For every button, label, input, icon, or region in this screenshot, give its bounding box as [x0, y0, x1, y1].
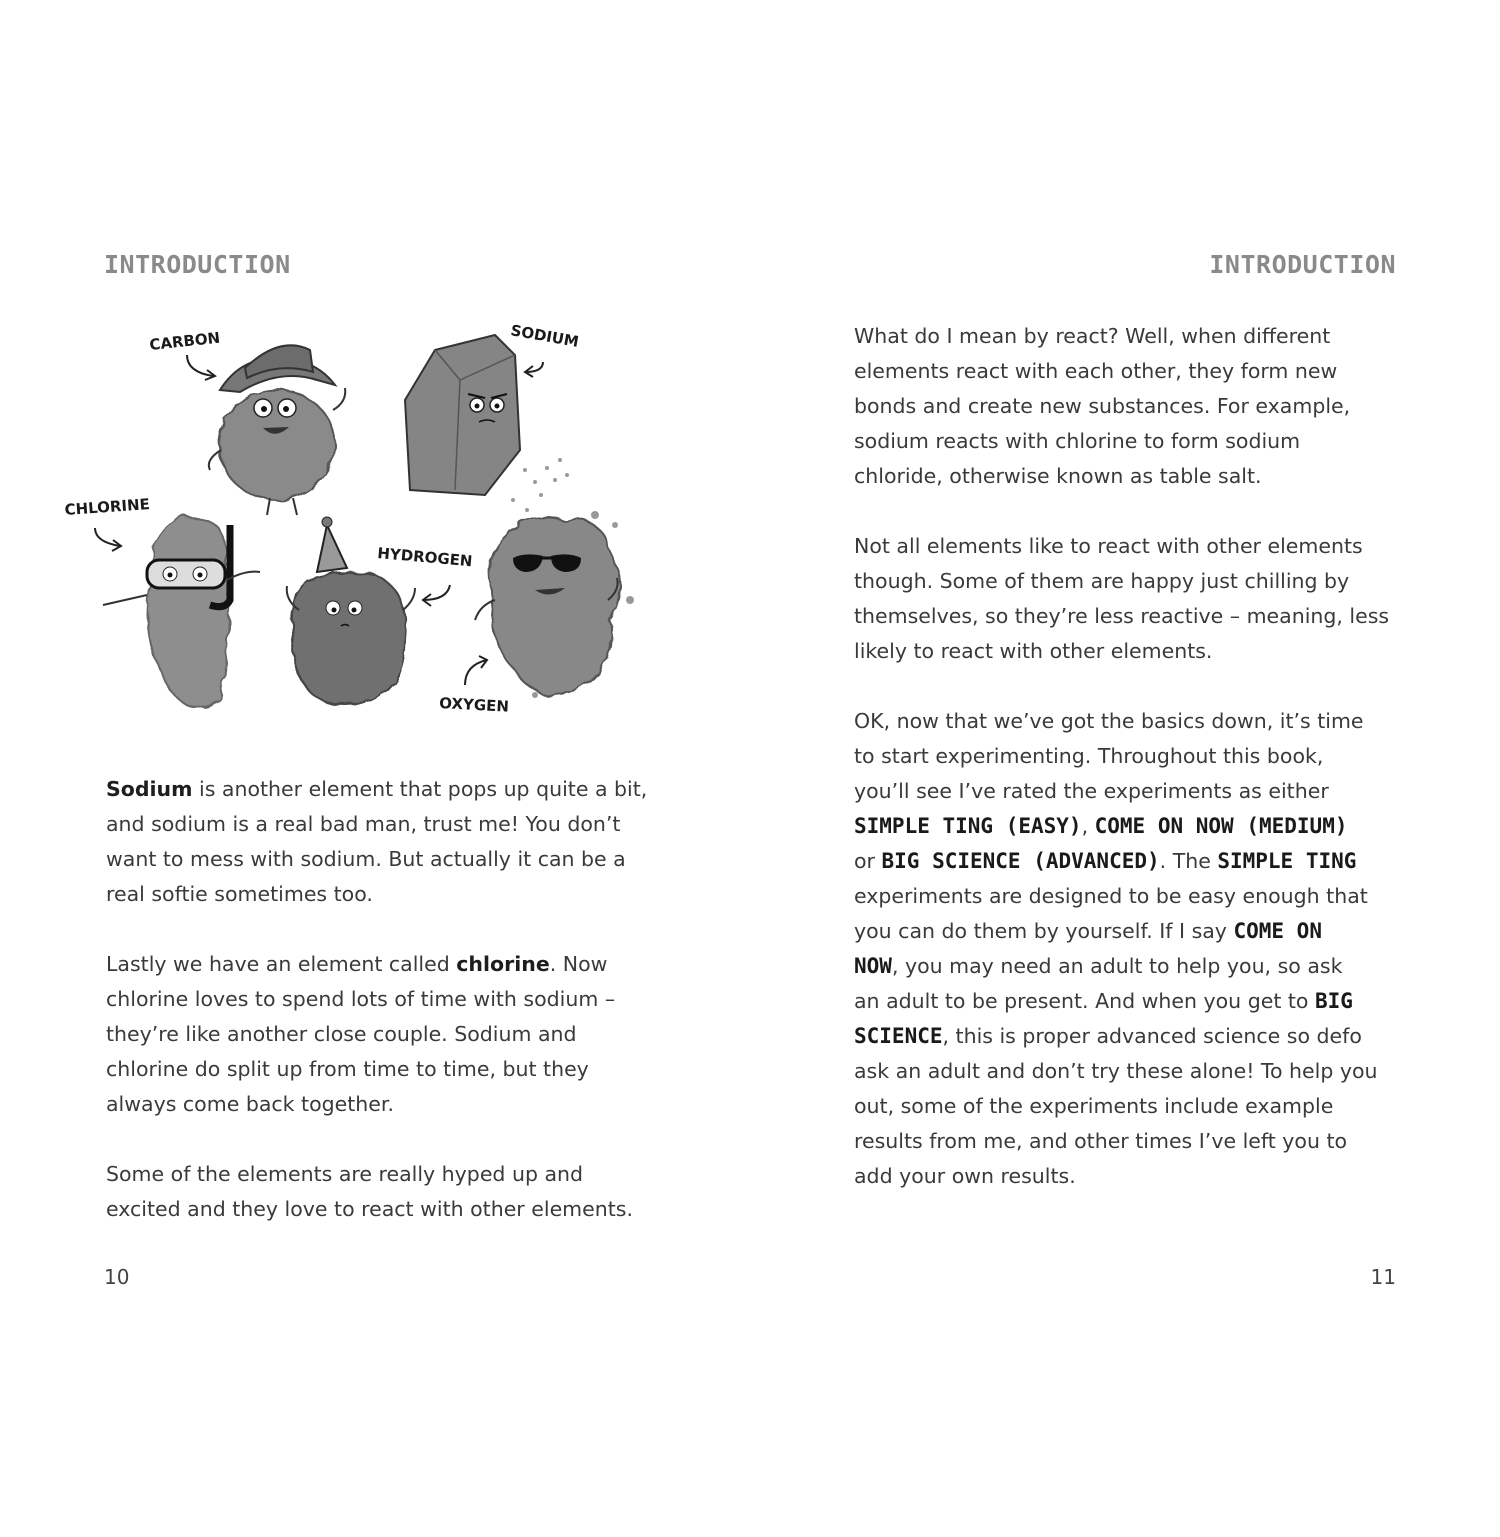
text-line: add your own results. — [854, 1164, 1076, 1188]
text-line: out, some of the experiments include example — [854, 1094, 1334, 1118]
text-line: Some of the elements are really hyped up and — [106, 1162, 584, 1186]
text-line: or — [854, 849, 882, 873]
level-advanced: BIG SCIENCE (ADVANCED) — [881, 849, 1160, 873]
level-medium: COME ON NOW (MEDIUM) — [1094, 814, 1348, 838]
label-sodium: SODIUM — [509, 321, 581, 351]
level-easy: SIMPLE TING (EASY) — [854, 814, 1082, 838]
hydrogen-character — [287, 517, 450, 705]
paragraph-react — [854, 319, 1414, 494]
text-line: chlorine loves to spend lots of time with sodium – — [106, 987, 616, 1011]
text-line: chlorine do split up from time to time, but they — [106, 1057, 589, 1081]
page-number-right: 11 — [1370, 1265, 1396, 1289]
text-line: bonds and create new substances. For example, — [854, 394, 1351, 418]
text-line: . The — [1159, 849, 1218, 873]
running-head-left: INTRODUCTION — [104, 250, 291, 279]
text-line: an adult to be present. And when you get to — [854, 989, 1315, 1013]
text-line: and sodium is a real bad man, trust me! You don’t — [106, 812, 621, 836]
paragraph-difficulty-levels — [854, 704, 1414, 1194]
paragraph-reactive — [106, 1157, 666, 1227]
right-page — [750, 0, 1500, 1537]
level-simple-ting: SIMPLE TING — [1217, 849, 1357, 873]
text-line: real softie sometimes too. — [106, 882, 373, 906]
level-big: BIG — [1314, 989, 1353, 1013]
text-line: What do I mean by react? Well, when different — [854, 324, 1331, 348]
right-body-text — [854, 319, 1414, 1229]
text-line: excited and they love to react with other elements. — [106, 1197, 633, 1221]
running-head-right: INTRODUCTION — [1209, 250, 1396, 279]
label-carbon: CARBON — [148, 328, 221, 354]
text-line: , you may need an adult to help you, so ask — [891, 954, 1343, 978]
text-line: likely to react with other elements. — [854, 639, 1213, 663]
level-come-on: COME ON — [1233, 919, 1322, 943]
text-line: you can do them by yourself. If I say — [854, 919, 1234, 943]
text-line: they’re like another close couple. Sodium and — [106, 1022, 577, 1046]
carbon-character — [187, 345, 345, 515]
text-line: elements react with each other, they form new — [854, 359, 1338, 383]
text-line: themselves, so they’re less reactive – meaning, less — [854, 604, 1390, 628]
text-line: , this is proper advanced science so defo — [942, 1024, 1362, 1048]
left-body-text — [106, 772, 666, 1262]
text-line: ask an adult and don’t try these alone! To help you — [854, 1059, 1378, 1083]
paragraph-sodium — [106, 772, 666, 912]
paragraph-less-reactive — [854, 529, 1414, 669]
label-hydrogen: HYDROGEN — [376, 544, 474, 571]
text-line: is another element that pops up quite a bit, — [192, 777, 648, 801]
level-science: SCIENCE — [854, 1024, 943, 1048]
paragraph-chlorine — [106, 947, 666, 1122]
sodium-character — [405, 335, 569, 512]
level-now: NOW — [854, 954, 892, 978]
elements-illustration — [55, 310, 655, 740]
text-line: to start experimenting. Throughout this book, — [854, 744, 1324, 768]
oxygen-character — [465, 511, 634, 698]
text-line: sodium reacts with chlorine to form sodium — [854, 429, 1301, 453]
text-line: experiments are designed to be easy enough that — [854, 884, 1368, 908]
chlorine-character — [95, 516, 260, 709]
page-number-left: 10 — [104, 1265, 130, 1289]
text-line: want to mess with sodium. But actually it can be a — [106, 847, 626, 871]
text-line: though. Some of them are happy just chilling by — [854, 569, 1350, 593]
text-line: Lastly we have an element called — [106, 952, 457, 976]
text-line: chloride, otherwise known as table salt. — [854, 464, 1262, 488]
label-chlorine: CHLORINE — [64, 495, 151, 519]
text-line: OK, now that we’ve got the basics down, it’s time — [854, 709, 1364, 733]
text-line: . Now — [549, 952, 608, 976]
term-sodium: Sodium — [106, 777, 193, 801]
text-line: results from me, and other times I’ve left you to — [854, 1129, 1348, 1153]
term-chlorine: chlorine — [456, 952, 550, 976]
text-line: always come back together. — [106, 1092, 394, 1116]
label-oxygen: OXYGEN — [438, 694, 510, 716]
text-line: you’ll see I’ve rated the experiments as either — [854, 779, 1329, 803]
text-line: Not all elements like to react with other elements — [854, 534, 1363, 558]
text-line: , — [1081, 814, 1095, 838]
